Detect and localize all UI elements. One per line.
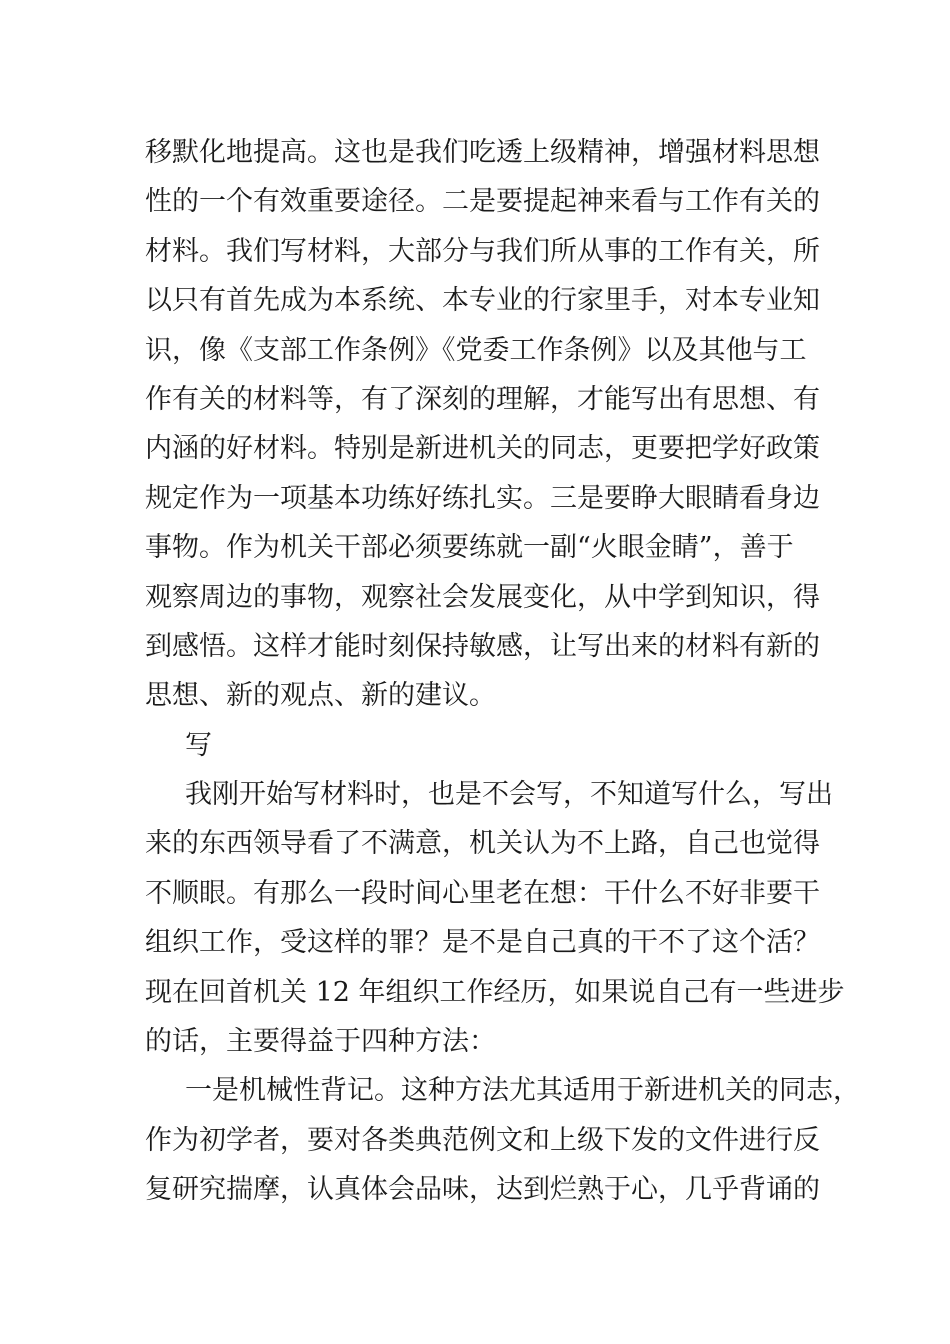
text-line: 到感悟。这样才能时刻保持敏感，让写出来的材料有新的 — [145, 630, 820, 662]
text-line: 移默化地提高。这也是我们吃透上级精神，增强材料思想 — [145, 137, 820, 168]
text-line: 现在回首机关 12 年组织工作经历，如果说自己有一些进步 — [145, 976, 845, 1008]
text-line: 思想、新的观点、新的建议。 — [145, 680, 496, 712]
text-line: 性的一个有效重要途径。二是要提起神来看与工作有关的 — [145, 186, 820, 218]
text-line: 材料。我们写材料，大部分与我们所从事的工作有关，所 — [145, 235, 820, 267]
text-line: 来的东西领导看了不满意，机关认为不上路，自己也觉得 — [145, 828, 820, 860]
text-line: 观察周边的事物，观察社会发展变化，从中学到知识，得 — [145, 581, 820, 613]
paragraph-first-line: 我刚开始写材料时，也是不会写，不知道写什么，写出 — [185, 779, 833, 811]
text-line: 组织工作，受这样的罪？是不是自己真的干不了这个活？ — [145, 927, 820, 959]
text-line: 复研究揣摩，认真体会品味，达到烂熟于心，几乎背诵的 — [145, 1174, 820, 1206]
text-line: 内涵的好材料。特别是新进机关的同志，更要把学好政策 — [145, 433, 820, 465]
text-line: 识，像《支部工作条例》《党委工作条例》以及其他与工 — [145, 334, 807, 366]
text-line: 作为初学者，要对各类典范例文和上级下发的文件进行反 — [145, 1124, 820, 1156]
text-line: 作有关的材料等，有了深刻的理解，才能写出有思想、有 — [145, 383, 820, 415]
text-line: 以只有首先成为本系统、本专业的行家里手，对本专业知 — [145, 285, 820, 317]
document-body — [145, 128, 860, 1215]
text-line: 不顺眼。有那么一段时间心里老在想：干什么不好非要干 — [145, 877, 820, 909]
text-line: 规定作为一项基本功练好练扎实。三是要睁大眼睛看身边 — [145, 482, 820, 514]
section-heading: 写 — [185, 729, 212, 761]
paragraph-first-line: 一是机械性背记。这种方法尤其适用于新进机关的同志， — [185, 1075, 860, 1107]
text-line: 事物。作为机关干部必须要练就一副“火眼金睛”，善于 — [145, 532, 794, 564]
text-line: 的话，主要得益于四种方法： — [145, 1026, 496, 1058]
